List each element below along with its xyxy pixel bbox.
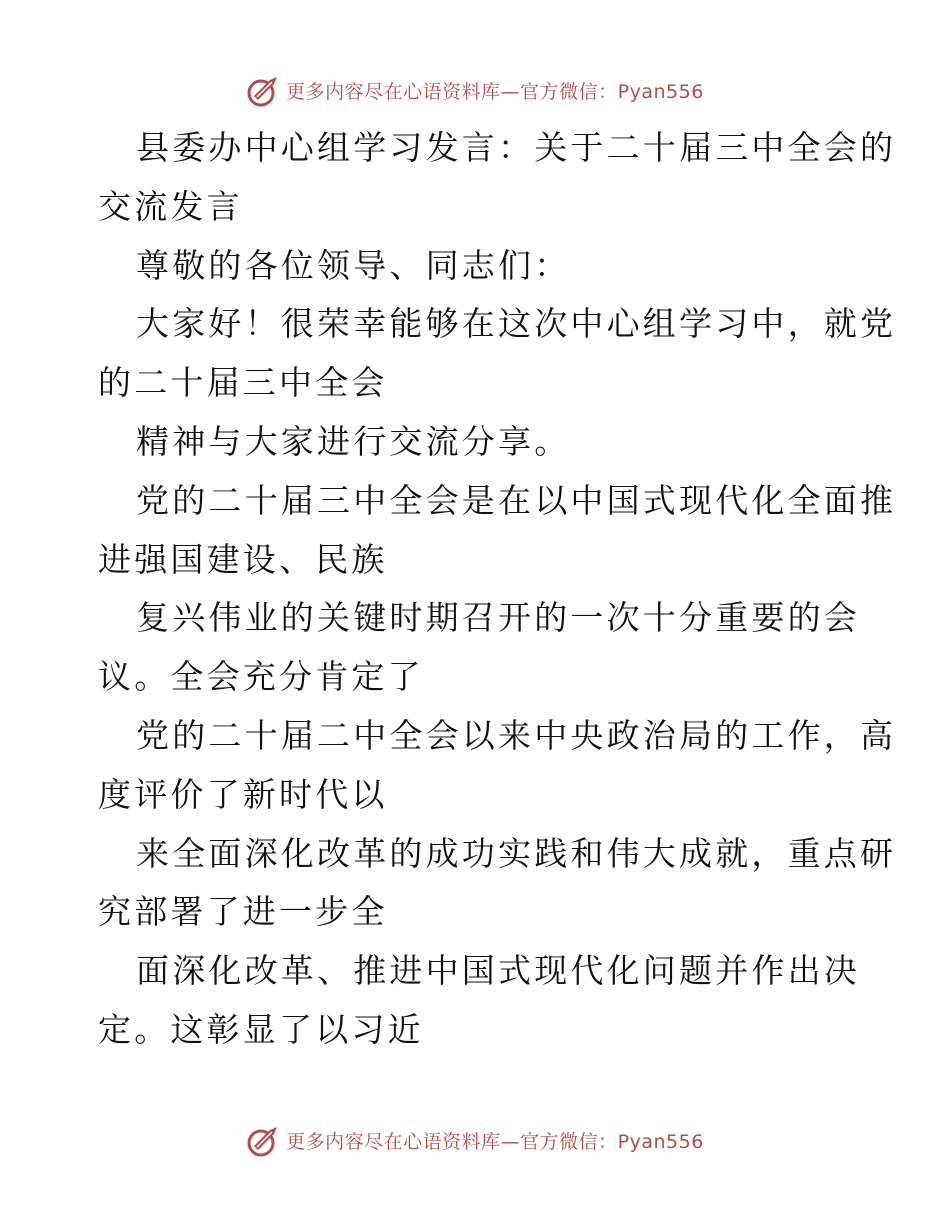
document-body bbox=[98, 119, 897, 1060]
footer-wechat-account: Pyan556 bbox=[617, 1130, 704, 1153]
text-line: 究部署了进一步全 bbox=[98, 892, 388, 932]
text-line: 大家好！很荣幸能够在这次中心组学习中，就党 bbox=[136, 304, 897, 344]
footer-banner bbox=[0, 1120, 950, 1160]
text-line: 度评价了新时代以 bbox=[98, 774, 388, 814]
text-line: 党的二十届三中全会是在以中国式现代化全面推 bbox=[136, 480, 897, 520]
quill-logo-icon bbox=[246, 1122, 282, 1158]
text-line: 交流发言 bbox=[98, 186, 243, 226]
text-line: 精神与大家进行交流分享。 bbox=[136, 421, 571, 461]
header-banner bbox=[0, 70, 950, 110]
text-line: 进强国建设、民族 bbox=[98, 539, 388, 579]
text-line: 的二十届三中全会 bbox=[98, 363, 388, 403]
footer-banner-text: 更多内容尽在心语资料库—官方微信：Pyan556 bbox=[286, 1130, 704, 1153]
text-line: 县委办中心组学习发言：关于二十届三中全会的 bbox=[136, 128, 897, 167]
header-banner-text: 更多内容尽在心语资料库—官方微信：Pyan556 bbox=[286, 80, 704, 103]
text-line: 议。全会充分肯定了 bbox=[98, 657, 424, 697]
text-line: 尊敬的各位领导、同志们： bbox=[136, 245, 571, 285]
quill-logo-icon bbox=[246, 72, 282, 108]
text-line: 面深化改革、推进中国式现代化问题并作出决 bbox=[136, 951, 860, 991]
text-line: 复兴伟业的关键时期召开的一次十分重要的会 bbox=[136, 598, 860, 638]
text-line: 来全面深化改革的成功实践和伟大成就，重点研 bbox=[136, 833, 897, 873]
text-line: 定。这彰显了以习近 bbox=[98, 1009, 424, 1049]
text-line: 党的二十届二中全会以来中央政治局的工作，高 bbox=[136, 715, 897, 755]
header-wechat-account: Pyan556 bbox=[617, 80, 704, 103]
